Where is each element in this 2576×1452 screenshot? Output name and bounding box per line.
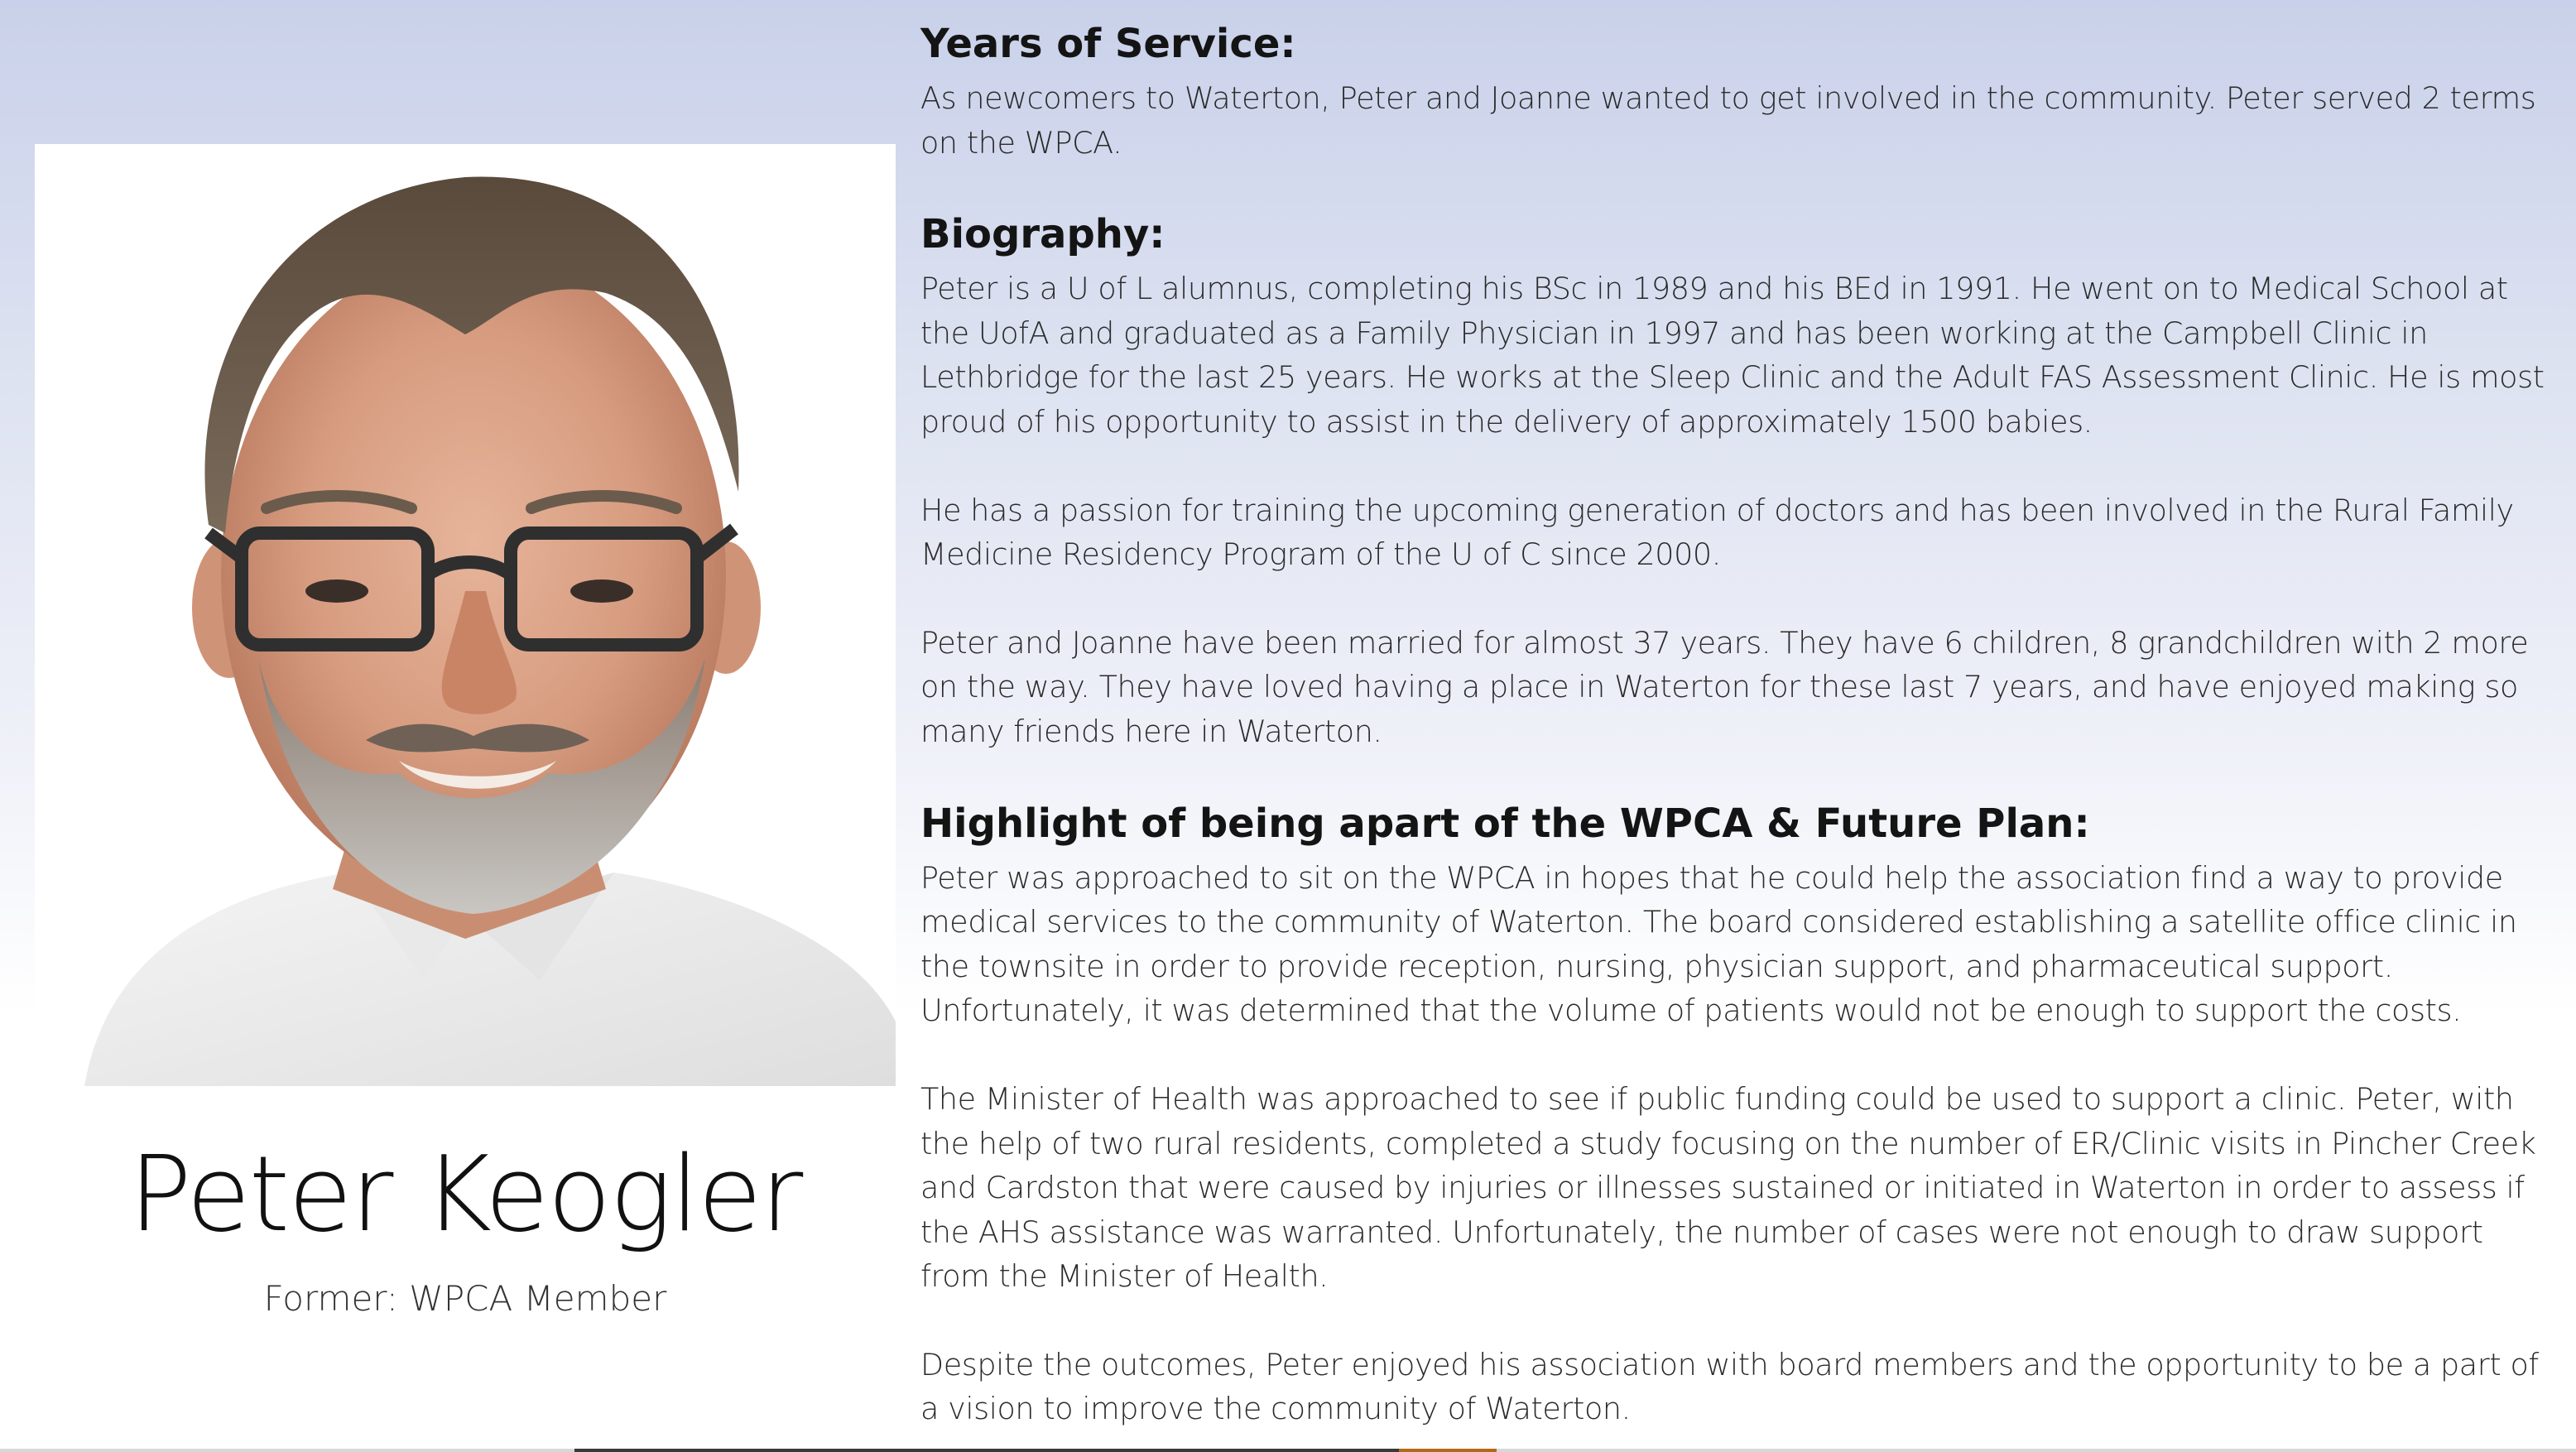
biography-paragraph: Peter is a U of L alumnus, completing his BSc in 1989 and his BEd in 1991. He went on to Medical School at the UofA and graduated as a Family Physician in 1997 and has been working at the Campbell Clinic in Lethbridge for the last 25 years. He works at the Sleep Clinic and the Adult FAS Assessment Clinic. He is most proud of his opportunity to assist in the delivery of approximately 1500 babies.: [920, 271, 2545, 440]
highlight-heading: Highlight of being apart of the WPCA & Future Plan:: [920, 800, 2090, 847]
bottom-scroll-bar: [0, 1449, 2576, 1452]
years-paragraph: As newcomers to Waterton, Peter and Joanne wanted to get involved in the community. Peter served 2 terms on the WPCA.: [920, 80, 2536, 161]
person-role: Former: WPCA Member: [263, 1278, 667, 1319]
section-biography: [920, 209, 2555, 753]
highlight-paragraph: Despite the outcomes, Peter enjoyed his association with board members and the opportunity to be a part of a vision to improve the community of Waterton.: [920, 1346, 2539, 1427]
biography-paragraph: He has a passion for training the upcoming generation of doctors and has been involved in the Rural Family Medicine Residency Program of the U of C since 2000.: [920, 492, 2514, 573]
person-name: Peter Keogler: [128, 1133, 802, 1255]
profile-content: [920, 18, 2555, 1431]
section-years-of-service: [920, 18, 2555, 165]
section-highlight: [920, 798, 2555, 1432]
highlight-paragraph: Peter was approached to sit on the WPCA in hopes that he could help the association find a way to provide medical services to the community of Waterton. The board considered establishing a satellite office clinic in the townsite in order to provide reception, nursing, physician support, and pharmaceutical support. Unfortunately, it was determined that the volume of patients would not be enough to support the costs.: [920, 859, 2517, 1029]
highlight-paragraph: The Minister of Health was approached to see if public funding could be used to support a clinic. Peter, with the help of two rural residents, completed a study focusing on the number of ER/Clinic visits in Pincher Creek and Cardston that were caused by injuries or illnesses sustained or initiated in Waterton in order to assess if the AHS assistance was warranted. Unfortunately, the number of cases were not enough to draw support from the Minister of Health.: [920, 1080, 2536, 1295]
biography-paragraph: Peter and Joanne have been married for almost 37 years. They have 6 children, 8 grandchildren with 2 more on the way. They have loved having a place in Waterton for these last 7 years, and have enjoyed making so many friends here in Waterton.: [920, 624, 2529, 749]
years-heading: Years of Service:: [920, 21, 1296, 67]
bottom-bar-accent: [1399, 1449, 1497, 1452]
profile-photo: [35, 144, 896, 1086]
bottom-bar-segment: [574, 1449, 1402, 1452]
portrait-image: [35, 144, 896, 1086]
biography-heading: Biography:: [920, 211, 1165, 258]
